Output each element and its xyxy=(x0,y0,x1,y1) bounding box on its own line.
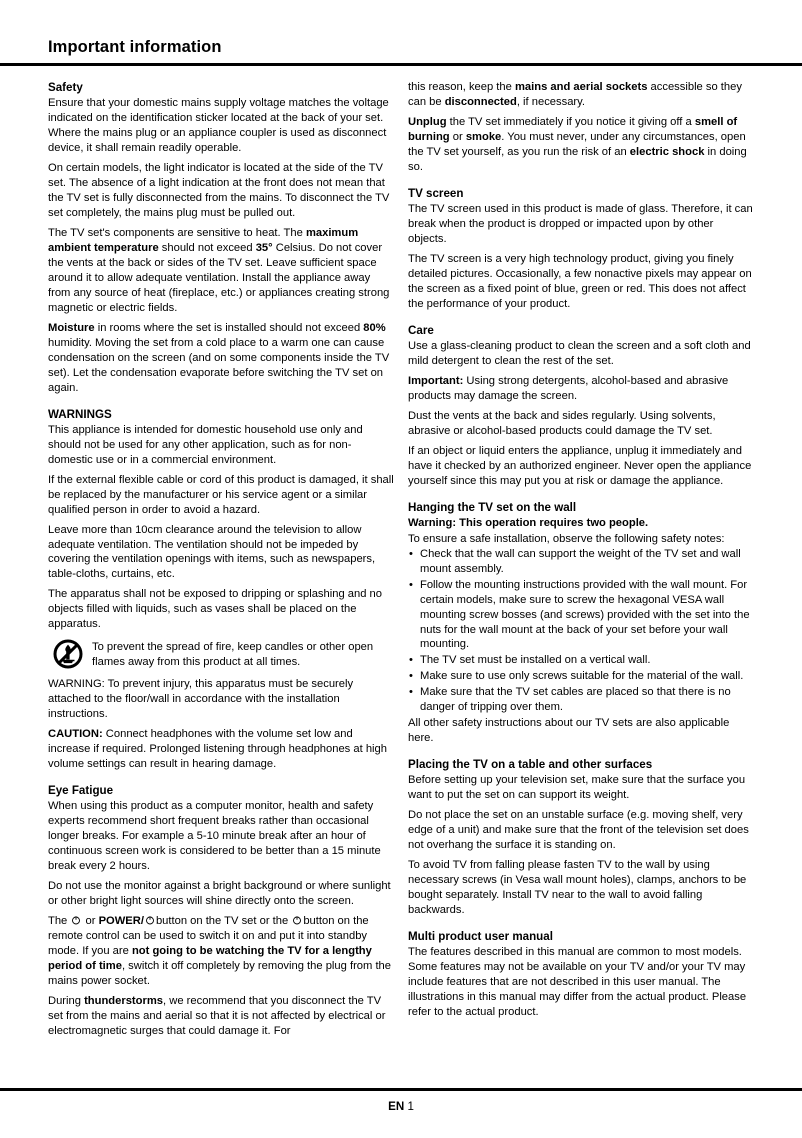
list-item: • Follow the mounting instructions provided with the wall mount. For certain models, make sure to screw the hexagonal VESA wall mounting screw bosses (and screws) provided with the set into the nuts for the wall mount at the back of your set before your wall mounting. xyxy=(408,578,755,653)
tv-screen-paragraph-1: The TV screen used in this product is made of glass. Therefore, it can break when the product is dropped or impacted upon by other objects. xyxy=(408,203,753,246)
content-columns xyxy=(0,66,802,1138)
open-flame-warning xyxy=(48,638,395,670)
list-item: • Make sure to use only screws suitable for the material of the wall. xyxy=(408,669,755,684)
eye-fatigue-paragraph-2: Do not use the monitor against a bright background or where sunlight or other bright light sources will shine directly onto the screen. xyxy=(48,879,391,907)
page-number: 1 xyxy=(407,1100,414,1113)
section-heading-eye-fatigue: Eye Fatigue xyxy=(48,783,114,797)
care-paragraph-3: Dust the vents at the back and sides regularly. Using solvents, abrasive or alcohol-based products could damage the TV set. xyxy=(408,409,716,437)
page-title: Important information xyxy=(48,38,222,56)
safety-paragraph-3: The TV set's components are sensitive to heat. The maximum ambient temperature should not exceed 35° Celsius. Do not cover the vents at the back or sides of the TV set. Leave sufficient space around it to allow adequate ventilation. Install the appliance away from any source of heat (fireplace, etc.) or appliances creating strong magnetic or electric fields. xyxy=(48,227,390,314)
section-heading-warnings: WARNINGS xyxy=(48,407,112,421)
left-column xyxy=(48,80,395,1043)
power-icon xyxy=(71,915,81,925)
power-icon xyxy=(292,915,302,925)
care-paragraph-1: Use a glass-cleaning product to clean the screen and a soft cloth and mild detergent to clean the rest of the set. xyxy=(408,340,751,368)
multi-product-paragraph-1: The features described in this manual are common to most models. Some features may not be available on your TV and/or your TV may include features that are not described in this user manual. The illustrations in this manual may differ from the actual product. Please refer to the actual product. xyxy=(408,946,747,1019)
wall-mount-warning-subheading: Warning: This operation requires two people. xyxy=(408,517,649,529)
wall-mount-intro: To ensure a safe installation, observe the following safety notes: xyxy=(408,532,725,545)
list-item: • Make sure that the TV set cables are placed so that there is no danger of tripping over them. xyxy=(408,685,755,715)
warnings-paragraph-3: Leave more than 10cm clearance around the television to allow adequate ventilation. The ventilation should not be impeded by covering the ventilation openings with items, such as newspapers, table-cloths, curtains, etc. xyxy=(48,523,376,581)
safety-paragraph-1: Ensure that your domestic mains supply voltage matches the voltage indicated on the identification sticker located at the back of your set. Where the mains plug or an appliance coupler is used as disconnect device, it shall remain readily operable. xyxy=(48,97,389,155)
safety-paragraph-4: Moisture in rooms where the set is installed should not exceed 80% humidity. Moving the set from a cold place to a warm one can cause condensation on the screen (and on some components inside the TV set). Let the condensation evaporate before switching the TV set on again. xyxy=(48,321,390,394)
open-flame-warning-text: To prevent the spread of fire, keep candles or other open flames away from this product at all times. xyxy=(92,641,374,669)
section-heading-care: Care xyxy=(408,323,434,337)
section-heading-tv-screen: TV screen xyxy=(408,186,464,200)
page-folio xyxy=(0,1091,802,1138)
section-heading-placing: Placing the TV on a table and other surfaces xyxy=(408,758,653,772)
eye-fatigue-paragraph-4: During thunderstorms, we recommend that you disconnect the TV set from the mains and aerial so that it is not affected by electrical or electromagnetic surges that could damage it. For xyxy=(48,994,386,1037)
care-paragraph-2: Important: Using strong detergents, alcohol-based and abrasive products may damage the screen. xyxy=(408,375,729,402)
page-footer xyxy=(0,1088,802,1138)
placing-paragraph-2: Do not place the set on an unstable surface (e.g. moving shelf, very edge of a unit) and make sure that the front of the television set does not overhang the surface it is standing on. xyxy=(408,809,749,852)
eye-fatigue-paragraph-3: The or POWER/ button on the TV set or the button on the remote control can be used to switch it on and put it into standby mode. If you are not going to be watching the TV for a lengthy period of time, switch it off completely by removing the plug from the mains power socket. xyxy=(48,914,392,987)
list-item: • Check that the wall can support the weight of the TV set and wall mount assembly. xyxy=(408,547,755,577)
power-icon xyxy=(145,915,155,925)
list-item: • The TV set must be installed on a vertical wall. xyxy=(408,653,755,668)
care-paragraph-4: If an object or liquid enters the appliance, unplug it immediately and have it checked by an authorized engineer. Never open the appliance yourself since this may put you at risk or damage the appliance. xyxy=(408,444,752,487)
wall-mount-outro: All other safety instructions about our TV sets are also applicable here. xyxy=(408,717,730,745)
section-heading-wall-mount: Hanging the TV set on the wall xyxy=(408,500,577,514)
no-open-flame-icon xyxy=(53,639,83,669)
continued-paragraph-1: this reason, keep the mains and aerial sockets accessible so they can be disconnected, if necessary. xyxy=(408,81,742,109)
section-heading-multi-product: Multi product user manual xyxy=(408,930,553,943)
warnings-paragraph-4: The apparatus shall not be exposed to dripping or splashing and no objects filled with liquids, such as vases shall be placed on the apparatus. xyxy=(48,588,382,631)
tv-screen-paragraph-2: The TV screen is a very high technology product, giving you finely detailed pictures. Occasionally, a few nonactive pixels may appear on the screen as a fixed point of blue, green or red. This does not affect the performance of your product. xyxy=(408,253,752,310)
warnings-paragraph-1: This appliance is intended for domestic household use only and should not be used for any other application, such as for non-domestic use or in a commercial environment. xyxy=(48,423,363,466)
section-heading-safety: Safety xyxy=(48,81,83,95)
warnings-caution-paragraph: CAUTION: Connect headphones with the volume set low and increase if required. Prolonged listening through headphones at high volume settings can result in hearing damage. xyxy=(48,728,387,770)
eye-fatigue-paragraph-1: When using this product as a computer monitor, health and safety experts recommend short frequent breaks rather than occasional longer breaks. For example a 5-10 minute break after an hour of continuous screen work is considered to be better than a 15 minute break every 2 hours. xyxy=(48,800,381,872)
wall-mount-bullet-list xyxy=(408,547,755,715)
right-column xyxy=(408,80,755,1025)
safety-paragraph-2: On certain models, the light indicator is located at the side of the TV set. The absence of a light indication at the front does not mean that the TV set is fully disconnected from the mains. To disconnect the TV set completely, the mains plug must be pulled out. xyxy=(48,162,390,220)
warnings-paragraph-5: WARNING: To prevent injury, this apparatus must be securely attached to the floor/wall in accordance with the installation instructions. xyxy=(48,678,354,721)
warnings-paragraph-2: If the external flexible cable or cord of this product is damaged, it shall be replaced by the manufacturer or his service agent or a similar qualified person in order to avoid a hazard. xyxy=(48,473,394,516)
page-header xyxy=(0,0,802,56)
continued-paragraph-2: Unplug the TV set immediately if you notice it giving off a smell of burning or smoke. You must never, under any circumstances, open the TV set yourself, as you run the risk of an electric shock in doing so. xyxy=(408,116,747,173)
language-code: EN xyxy=(388,1100,405,1113)
placing-paragraph-1: Before setting up your television set, make sure that the surface you want to put the set on can support its weight. xyxy=(408,774,746,802)
placing-paragraph-3: To avoid TV from falling please fasten TV to the wall by using necessary screws (in Vesa wall mount holes), clamps, anchors to be bought separately. Install TV near to the wall to avoid falling backwards. xyxy=(408,859,747,917)
